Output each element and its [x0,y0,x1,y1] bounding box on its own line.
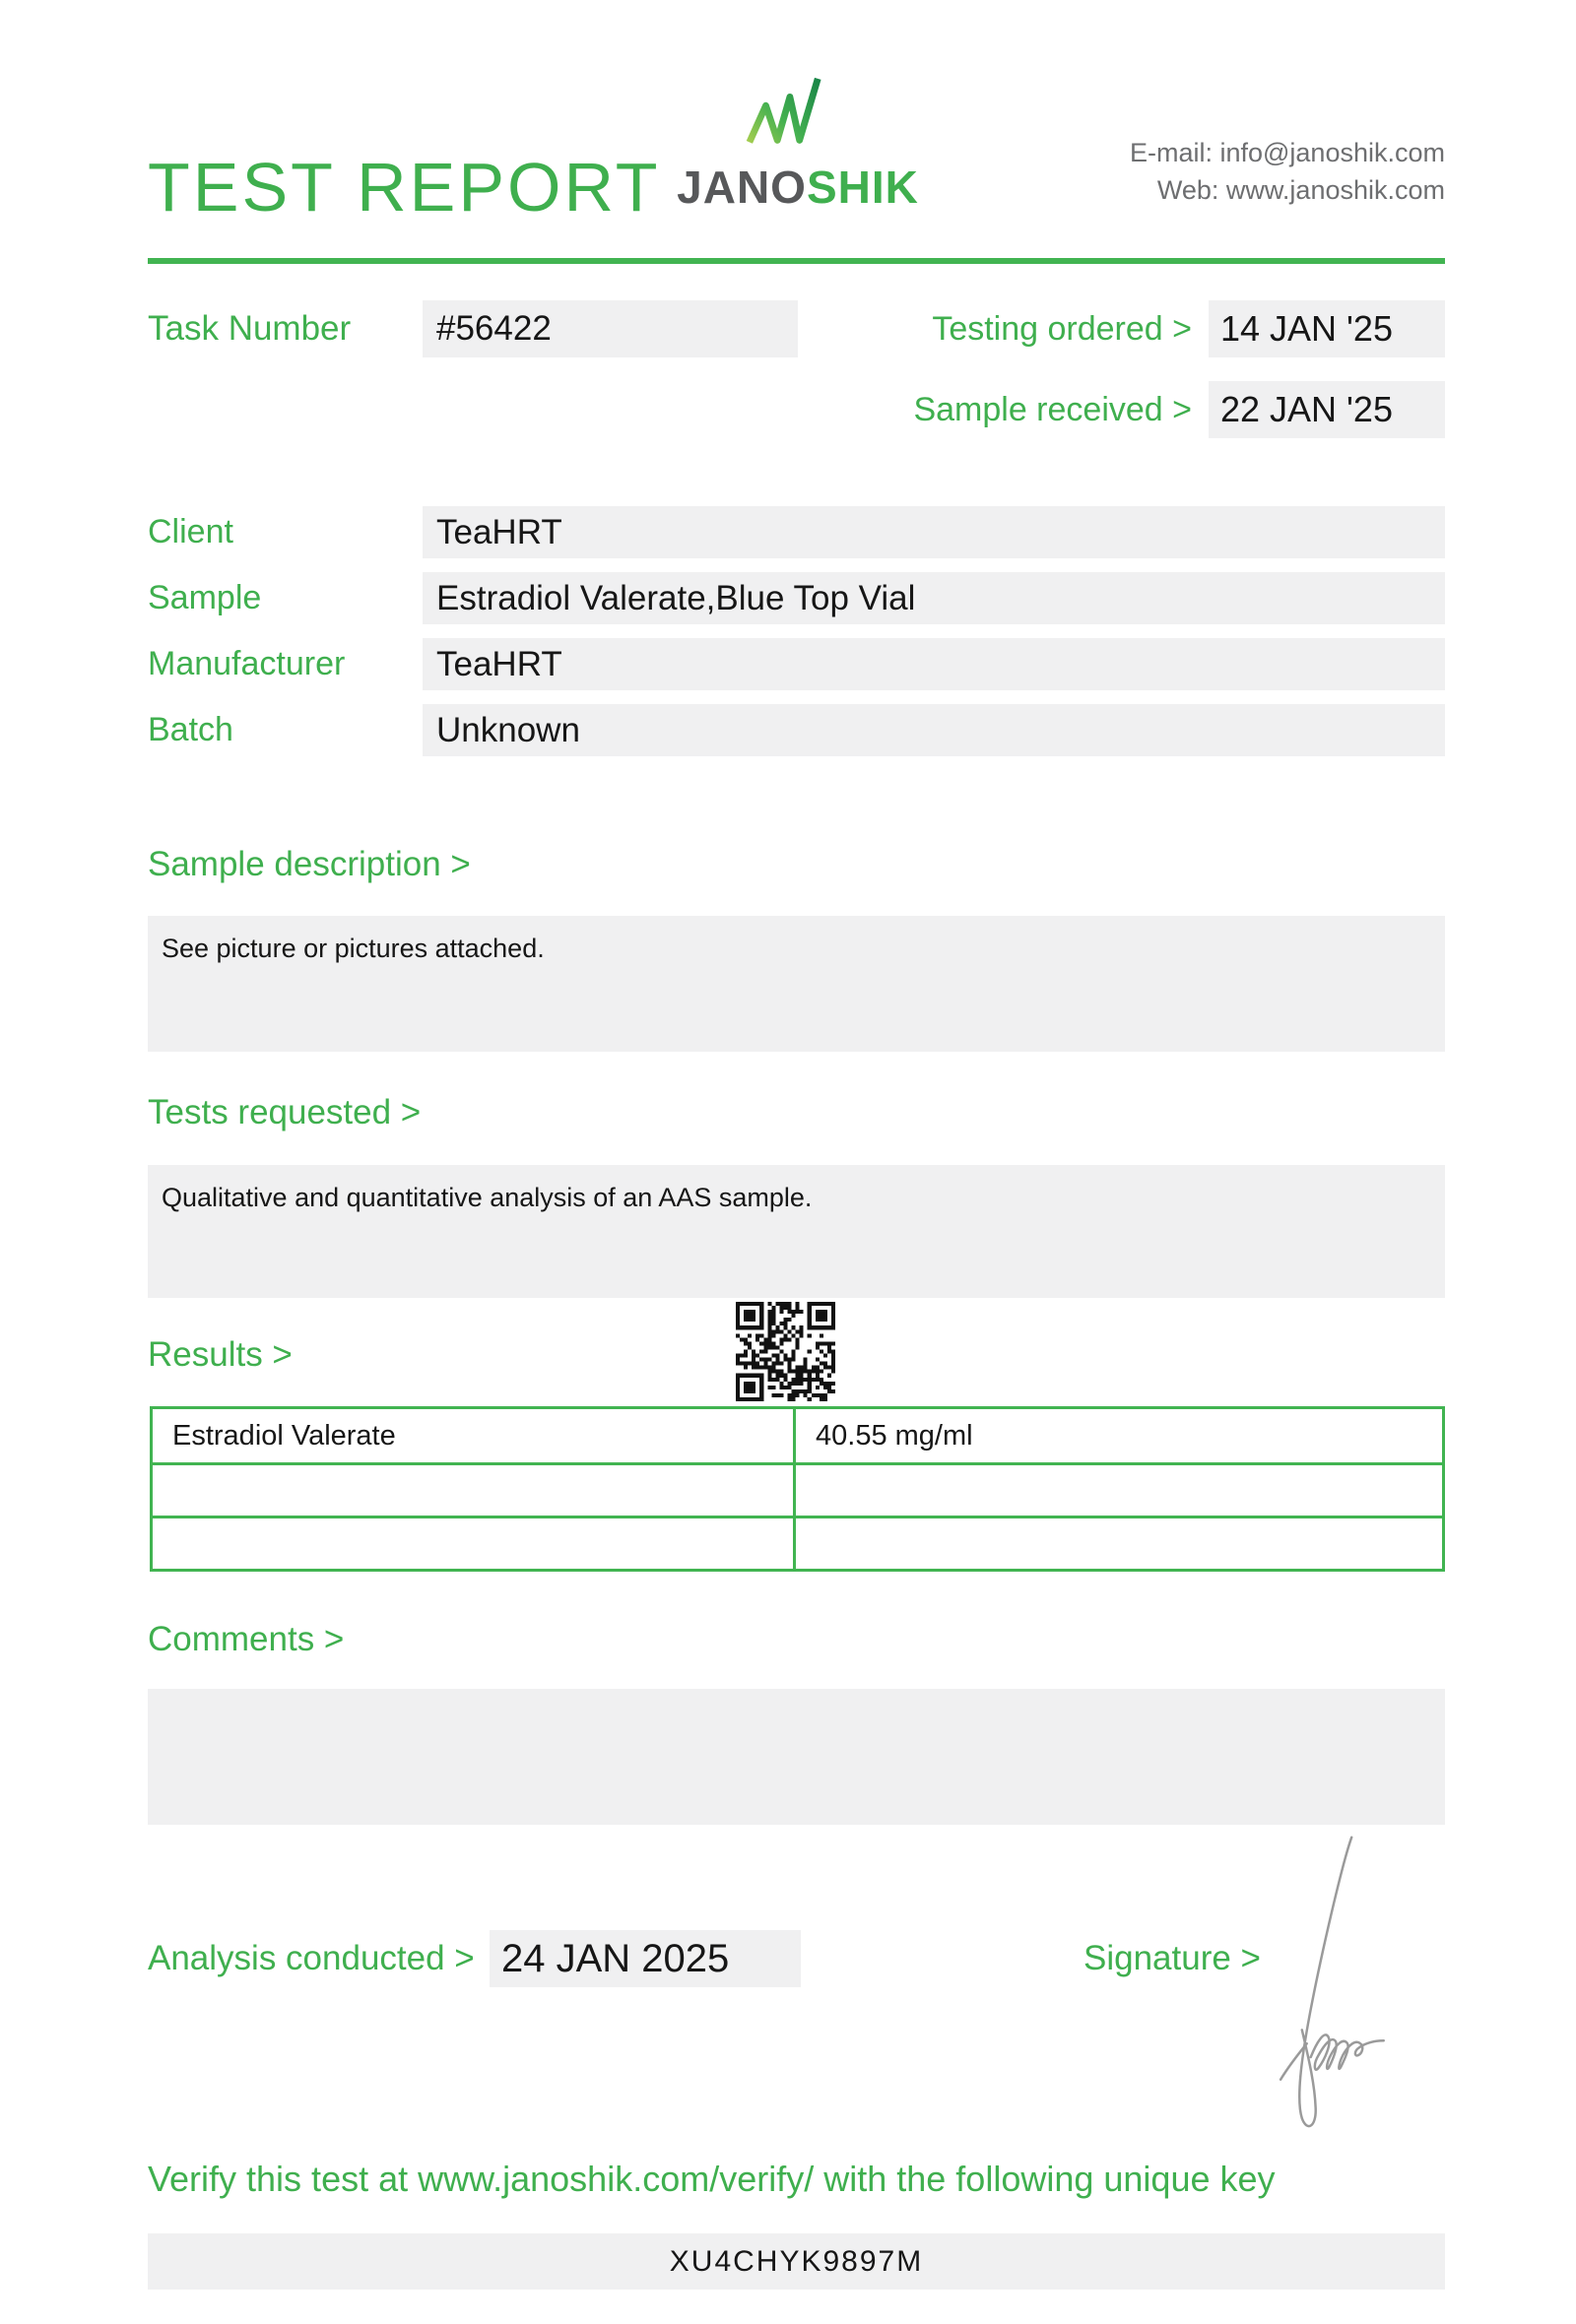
task-number-value: #56422 [423,300,798,357]
janoshik-logo [676,161,920,214]
contact-web: Web: www.janoshik.com [1156,175,1445,205]
task-number-label: Task Number [148,309,352,348]
result-row [153,1516,1442,1569]
batch-value: Unknown [423,704,1445,756]
results-heading: Results > [148,1335,293,1374]
client-label: Client [148,513,233,550]
comments-box [148,1689,1445,1825]
contact-email: E-mail: info@janoshik.com [1129,138,1445,167]
batch-label: Batch [148,711,233,748]
header-divider [148,258,1445,264]
tests-requested-box [148,1165,1445,1298]
sample-received-value: 22 JAN '25 [1209,381,1445,438]
qr-code [736,1302,835,1401]
sample-description-box [148,916,1445,1052]
sample-label: Sample [148,579,262,616]
result-value-cell [796,1518,1442,1569]
signature-label: Signature > [1084,1939,1261,1977]
growth-chart-icon [741,73,831,158]
comments-heading: Comments > [148,1620,345,1658]
sample-description-text: See picture or pictures attached. [162,934,545,963]
result-value-cell [796,1465,1442,1516]
manufacturer-label: Manufacturer [148,645,346,682]
result-name-cell [153,1465,796,1516]
client-value: TeaHRT [423,506,1445,558]
tests-requested-heading: Tests requested > [148,1093,422,1131]
verify-instruction: Verify this test at www.janoshik.com/verify/ with the following unique key [148,2159,1276,2199]
analysis-conducted-value: 24 JAN 2025 [490,1930,801,1987]
result-row [153,1462,1442,1516]
results-table [150,1406,1445,1572]
sample-received-label: Sample received > [913,391,1192,428]
contact-block [985,134,1445,209]
result-value-cell: 40.55 mg/ml [816,1420,973,1452]
result-name-cell [153,1518,796,1569]
testing-ordered-value: 14 JAN '25 [1209,300,1445,357]
sample-value: Estradiol Valerate,Blue Top Vial [423,572,1445,624]
logo-text-primary: JANO [677,161,807,213]
testing-ordered-label: Testing ordered > [932,310,1192,348]
logo-text-accent: SHIK [806,161,919,213]
sample-description-heading: Sample description > [148,845,471,883]
analysis-conducted-label: Analysis conducted > [148,1939,475,1977]
result-row [153,1409,1442,1462]
tests-requested-text: Qualitative and quantitative analysis of an AAS sample. [162,1183,813,1212]
manufacturer-value: TeaHRT [423,638,1445,690]
page-title: TEST REPORT [148,149,661,226]
result-name-cell: Estradiol Valerate [153,1409,796,1462]
signature-image [1263,1824,1391,2135]
verify-key: XU4CHYK9897M [148,2233,1445,2290]
